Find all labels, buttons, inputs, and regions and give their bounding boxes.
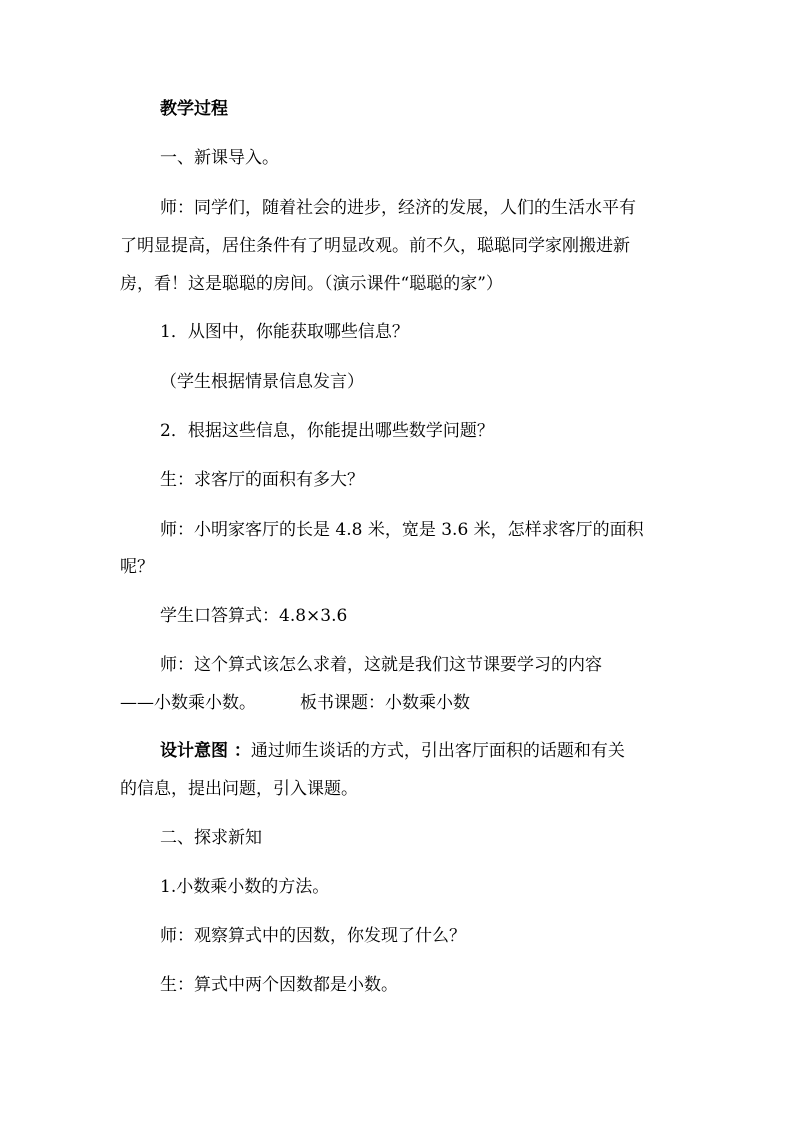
subsection-1: 1.小数乘小数的方法。	[160, 877, 330, 897]
design-intent-line-2: 的信息，提出问题，引入课题。	[120, 779, 358, 799]
section-2-title: 二、探求新知	[160, 828, 262, 848]
teacher-line-2b: 呢？	[120, 557, 154, 577]
board-title: 板书课题：小数乘小数	[300, 693, 470, 713]
question-2: 2．根据这些信息，你能提出哪些数学问题？	[160, 421, 494, 441]
teacher-line-3a: 师：这个算式该怎么求着，这就是我们这节课要学习的内容	[160, 655, 602, 675]
note-1: （学生根据情景信息发言）	[160, 372, 364, 392]
question-1: 1．从图中，你能获取哪些信息？	[160, 322, 409, 342]
oral-answer: 学生口答算式：4.8×3.6	[160, 606, 348, 626]
student-reply-1: 生：求客厅的面积有多大？	[160, 470, 364, 490]
heading: 教学过程	[160, 99, 228, 119]
paragraph-1-line-3: 房，看！这是聪聪的房间。（演示课件“聪聪的家”）	[120, 274, 503, 294]
design-intent-label: 设计意图 ：	[160, 741, 251, 761]
teacher-line-4: 师：观察算式中的因数，你发现了什么？	[160, 926, 466, 946]
paragraph-1-line-1: 师：同学们，随着社会的进步，经济的发展，人们的生活水平有	[160, 198, 636, 218]
teacher-line-2a: 师：小明家客厅的长是 4.8 米，宽是 3.6 米，怎样求客厅的面积	[160, 520, 644, 540]
section-1-title: 一、新课导入。	[160, 148, 279, 168]
design-intent-line-1	[160, 740, 625, 762]
teacher-line-3b-left: ——小数乘小数。	[120, 693, 256, 713]
teacher-line-3b	[120, 692, 470, 714]
design-intent-text-1: 通过师生谈话的方式，引出客厅面积的话题和有关	[250, 741, 625, 761]
paragraph-1-line-2: 了明显提高，居住条件有了明显改观。前不久，聪聪同学家刚搬进新	[120, 236, 630, 256]
student-reply-2: 生：算式中两个因数都是小数。	[160, 975, 398, 995]
